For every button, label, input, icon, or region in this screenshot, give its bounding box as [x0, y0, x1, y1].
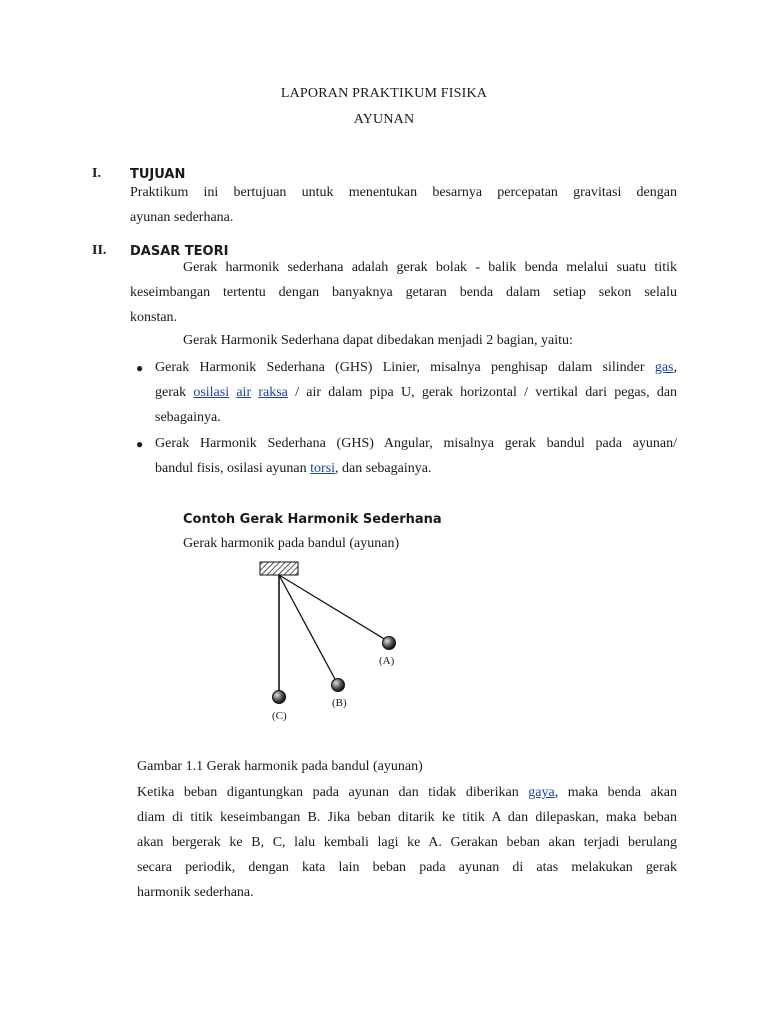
pendulum-bob-b: [332, 679, 345, 692]
link-raksa[interactable]: raksa: [258, 385, 288, 400]
bullet-text: Gerak Harmonik Sederhana (GHS) Linier, misalnya penghisap dalam silinder: [155, 360, 645, 375]
paragraph-line: diam di titik keseimbangan B. Jika beban ditarik ke titik A dan dilepaskan, maka beban: [137, 810, 677, 825]
doc-title: LAPORAN PRAKTIKUM FISIKA: [280, 86, 488, 101]
pendulum-string-a: [279, 575, 386, 640]
bullet-dot-icon: ●: [136, 361, 144, 375]
paragraph-text: , maka benda akan: [554, 785, 677, 800]
link-gaya[interactable]: gaya: [528, 785, 555, 800]
pendulum-bob-c: [273, 691, 286, 704]
bullet-dot-icon: ●: [136, 437, 144, 451]
paragraph-line: Gerak harmonik sederhana adalah gerak bolak - balik benda melalui suatu titik: [183, 260, 677, 275]
section-2-heading: DASAR TEORI: [130, 244, 229, 259]
section-1-number: I.: [92, 166, 101, 181]
pendulum-bob-a: [383, 637, 396, 650]
pendulum-diagram: [240, 556, 420, 726]
bullet-line: Gerak Harmonik Sederhana (GHS) Linier, misalnya penghisap dalam silinder gas,: [155, 360, 678, 375]
pendulum-string-b: [279, 575, 336, 681]
bullet-line: sebagainya.: [155, 410, 221, 425]
bullet-line: [155, 380, 677, 405]
paragraph-line: konstan.: [130, 310, 178, 325]
bullet-text: , dan sebagainya.: [335, 461, 432, 476]
section-1-heading: TUJUAN: [130, 167, 186, 182]
pendulum-support: [260, 562, 298, 575]
bullet-text: bandul fisis, osilasi ayunan: [155, 461, 307, 476]
section-2-paragraph-1: [130, 255, 677, 330]
bullet-line: [155, 456, 677, 481]
link-air[interactable]: air: [236, 385, 252, 400]
label-b: (B): [332, 697, 347, 709]
example-caption: Gerak harmonik pada bandul (ayunan): [183, 536, 400, 551]
paragraph-text: Ketika beban digantungkan pada ayunan dan tidak diberikan: [137, 785, 519, 800]
bullet-line: Gerak Harmonik Sederhana (GHS) Angular, misalnya gerak bandul pada ayunan/: [155, 436, 677, 451]
link-gas[interactable]: gas: [654, 360, 674, 375]
section-2-number: II.: [92, 243, 107, 258]
section-2-paragraph-2: Gerak Harmonik Sederhana dapat dibedakan menjadi 2 bagian, yaitu:: [183, 333, 573, 348]
paragraph-line: harmonik sederhana.: [137, 885, 254, 900]
label-c: (C): [272, 710, 287, 722]
paragraph-line: [137, 780, 677, 805]
doc-subtitle: AYUNAN: [353, 112, 415, 127]
paragraph-line: akan bergerak ke B, C, lalu kembali lagi ke A. Gerakan beban akan terjadi berulang: [137, 835, 677, 850]
paragraph-line: keseimbangan tertentu dengan banyaknya getaran benda dalam setiap sekon selalu: [130, 285, 677, 300]
paragraph-line: secara periodik, dengan kata lain beban pada ayunan di atas melakukan gerak: [137, 860, 677, 875]
bullet-item-1: [155, 355, 677, 430]
bullet-item-2: [155, 431, 677, 481]
figure-caption: Gambar 1.1 Gerak harmonik pada bandul (ayunan): [137, 759, 423, 774]
link-torsi[interactable]: torsi: [310, 461, 336, 476]
section-1-paragraph: [130, 180, 677, 230]
section-1-line: Praktikum ini bertujuan untuk menentukan besarnya percepatan gravitasi dengan: [130, 185, 677, 200]
link-osilasi[interactable]: osilasi: [193, 385, 230, 400]
bullet-text: gerak: [155, 385, 187, 400]
section-1-line: ayunan sederhana.: [130, 210, 234, 225]
example-heading: Contoh Gerak Harmonik Sederhana: [183, 512, 442, 527]
bullet-text: / air dalam pipa U, gerak horizontal / vertikal dari pegas, dan: [295, 385, 678, 400]
figure-paragraph: [137, 780, 677, 905]
label-a: (A): [379, 655, 395, 667]
